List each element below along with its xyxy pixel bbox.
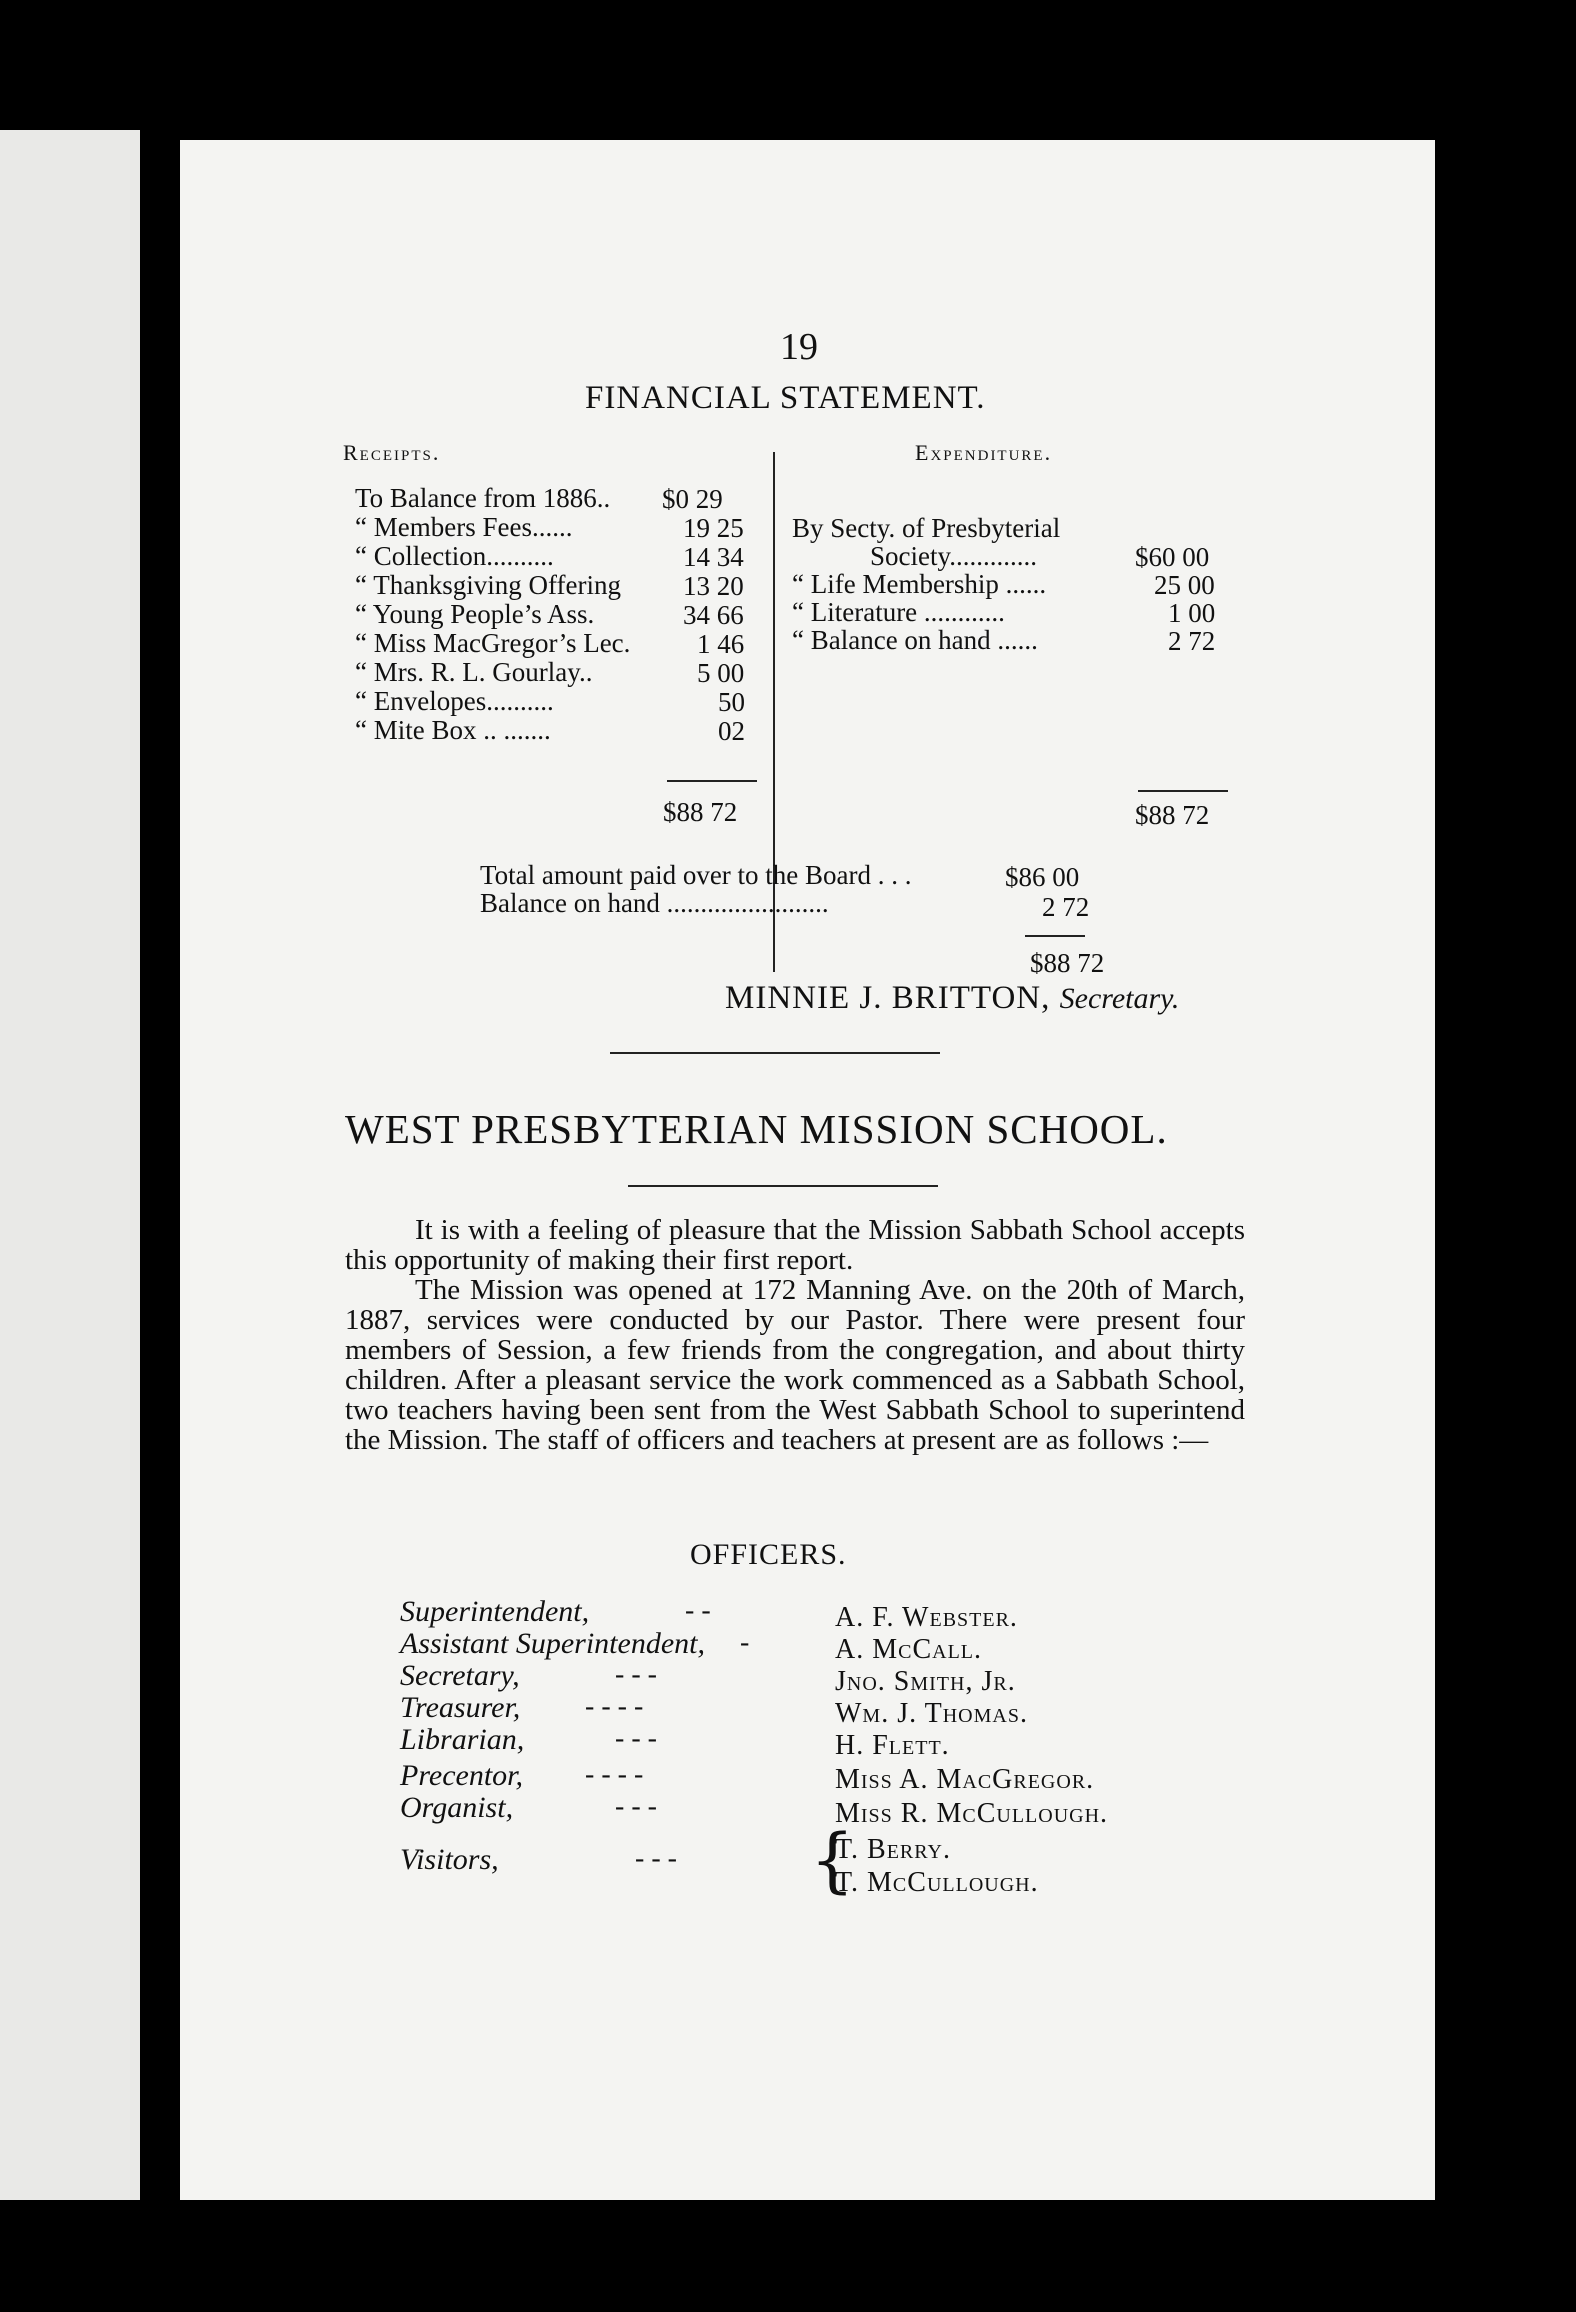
receipt-label: “ Young People’s Ass. (355, 599, 602, 629)
officer-role: Precentor, (400, 1759, 524, 1792)
leader-dashes: - - - (615, 1659, 657, 1690)
paragraph-1: It is with a feeling of pleasure that the Mission Sabbath School accepts this opportunity of making their first report. (345, 1214, 1245, 1276)
receipt-label: “ Mrs. R. L. Gourlay.. (355, 657, 600, 687)
officer-role: Assistant Superintendent, (400, 1627, 705, 1660)
officer-role: Superintendent, (400, 1595, 590, 1628)
visitor-name: T. McCullough. (835, 1867, 1039, 1898)
receipt-label: “ Mite Box .. ....... (355, 715, 558, 745)
officer-role: Treasurer, (400, 1691, 521, 1724)
officer-name: H. Flett. (835, 1730, 950, 1761)
officer-name: A. McCall. (835, 1634, 983, 1665)
officer-role: Secretary, (400, 1659, 520, 1692)
expenditure-heading: Expenditure. (915, 440, 1053, 465)
leader-dashes: - - - - (585, 1691, 644, 1722)
receipts-heading: Receipts. (343, 440, 441, 465)
officer-role: Organist, (400, 1791, 514, 1824)
receipt-amount: 50 (718, 687, 745, 717)
receipt-label: “ Miss MacGregor’s Lec. (355, 628, 638, 658)
paragraph-2: The Mission was opened at 172 Manning Ave. on the 20th of March, 1887, services were conducted by our Pastor. There were present four members of Session, a few friends from the congregation, and about thirty children. After a pleasant service the work commenced as a Sabbath School, two teachers having been sent from the West Sabbath School to superintend the Mission. The staff of officers and teachers at present are as follows :— (345, 1274, 1245, 1456)
expenditure-label: “ Balance on hand ...... (792, 625, 1038, 655)
section-divider (610, 1052, 940, 1054)
receipt-label: “ Collection.......... (355, 541, 561, 571)
officer-name: A. F. Webster. (835, 1602, 1018, 1633)
expenditure-label: By Secty. of Presbyterial (792, 513, 1061, 543)
book-page (180, 140, 1435, 2200)
expenditure-amount: 25 00 (1154, 570, 1215, 600)
receipt-amount: $0 29 (662, 484, 723, 514)
visitors-brace: { (810, 1819, 855, 1901)
expenditure-total: $88 72 (1135, 800, 1210, 830)
financial-statement-title: FINANCIAL STATEMENT. (585, 380, 986, 416)
receipt-label: “ Envelopes.......... (355, 686, 561, 716)
summary-total: $88 72 (1030, 948, 1105, 978)
receipt-amount: 1 46 (697, 629, 745, 659)
leader-dashes: - - - - (585, 1759, 644, 1790)
title-underline (628, 1185, 938, 1187)
leader-dashes: - - - (615, 1723, 657, 1754)
expenditure-label: “ Literature ............ (792, 597, 1005, 627)
summary-label: Total amount paid over to the Board . . . (480, 860, 912, 890)
receipt-amount: 19 25 (683, 513, 744, 543)
receipt-amount: 02 (718, 716, 745, 746)
receipt-amount: 14 34 (683, 542, 744, 572)
facing-page-edge (0, 130, 140, 2200)
expenditure-amount: 2 72 (1168, 626, 1216, 656)
officer-role: Librarian, (400, 1723, 525, 1756)
visitor-name: T. Berry. (835, 1834, 951, 1865)
officer-name: Wm. J. Thomas. (835, 1698, 1028, 1729)
officers-heading: OFFICERS. (690, 1538, 847, 1571)
page-number: 19 (780, 326, 818, 368)
receipt-label: “ Members Fees...... (355, 512, 580, 542)
leader-dashes: - - (685, 1595, 711, 1626)
summary-total-rule (1025, 935, 1085, 937)
receipt-amount: 5 00 (697, 658, 745, 688)
expenditure-label: “ Life Membership ...... (792, 569, 1047, 599)
receipt-label: To Balance from 1886.. (355, 483, 618, 513)
leader-dashes: - - - (615, 1791, 657, 1822)
receipt-amount: 34 66 (683, 600, 744, 630)
officer-name: Jno. Smith, Jr. (835, 1666, 1016, 1697)
expenditure-total-rule (1138, 790, 1228, 792)
receipt-amount: 13 20 (683, 571, 744, 601)
expenditure-amount: $60 00 (1135, 542, 1210, 572)
leader-dashes: - - - (635, 1843, 677, 1874)
signature-title: Secretary. (1059, 982, 1180, 1015)
receipt-label: “ Thanksgiving Offering (355, 570, 628, 600)
signature (725, 980, 1179, 1017)
visitors-role: Visitors, (400, 1843, 499, 1876)
summary-amount: 2 72 (1042, 892, 1090, 922)
officer-name: Miss R. McCullough. (835, 1798, 1109, 1829)
leader-dashes: - (740, 1627, 750, 1658)
expenditure-amount: 1 00 (1168, 598, 1216, 628)
expenditure-label: Society............. (870, 541, 1037, 571)
officer-name: Miss A. MacGregor. (835, 1764, 1095, 1795)
signature-name: MINNIE J. BRITTON, (725, 980, 1051, 1016)
receipts-total-rule (667, 780, 757, 782)
summary-label: Balance on hand ........................ (480, 888, 829, 918)
summary-amount: $86 00 (1005, 862, 1080, 892)
receipts-total: $88 72 (663, 797, 738, 827)
mission-school-title: WEST PRESBYTERIAN MISSION SCHOOL. (345, 1106, 1168, 1152)
